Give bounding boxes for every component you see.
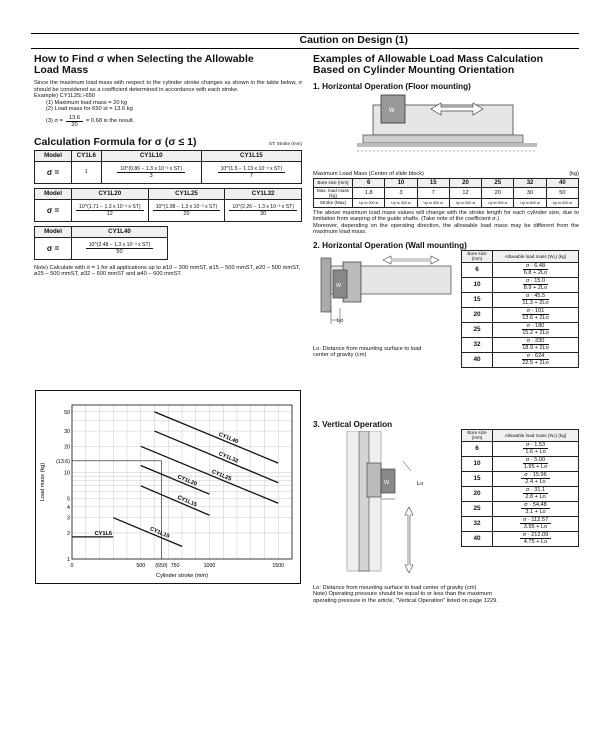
vert-row [462,531,579,546]
t1-c2-den: 3 [149,172,153,179]
chart-svg [36,391,300,583]
vert-formula-den: 3.95 + Lo [523,524,548,531]
stroke-6: Up to 300 st [353,198,385,207]
vert-formula-num: σ · 1.53 [523,442,548,449]
t3-c1-exp: 10^(2.48 − 1.3 x 10⁻³ x ST) [86,242,154,249]
stroke-25: Up to 500 st [482,198,514,207]
y-tick-label: 50 [64,409,70,416]
vert-row [462,486,579,501]
example-item-2: (2) Load mass for 650 st = 13.6 kg [46,106,133,112]
t1-h2: CY1L10 [101,150,201,161]
vert-formula-den: 1.95 + Lo [523,464,548,471]
vert-bore: 6 [462,441,493,456]
wall-bore: 20 [462,307,493,322]
load-mass-graph [35,390,301,584]
vert-formula-num: σ · 15.96 [521,472,549,479]
stroke-32: Up to 600 st [514,198,546,207]
example-fraction-den: 20 [71,122,78,128]
t2-c1-exp: 10^(1.71 − 1.3 x 10⁻³ x ST) [76,204,144,211]
wall-formula [493,307,579,322]
mass-10: 3 [385,187,417,198]
svg-text:W: W [384,479,390,486]
max-unit: (kg) [569,171,579,177]
sec3-heading: 3. Vertical Operation [313,419,393,429]
wall-formula-num: σ · 45.5 [522,293,548,300]
t2-c2-den: 20 [183,210,190,217]
t3-h0: Model [35,226,72,237]
series-label-cy1l20: CY1L20 [176,474,198,488]
t2-label: σ = [35,199,72,221]
t1-h1: CY1L6 [72,150,102,161]
wall-formula-num: σ · 624 [522,353,549,360]
wall-formula [493,322,579,337]
sigma-table-1 [34,150,302,184]
mass-40: 50 [546,187,578,198]
y-tick-label: 1 [67,557,70,563]
sigma-table-2 [34,188,302,222]
wall-formula [493,292,579,307]
sec2-heading: 2. Horizontal Operation (Wall mounting) [313,240,467,250]
right-column [313,54,579,604]
vert-row [462,501,579,516]
wall-row [462,277,579,292]
vert-row [462,516,579,531]
lo-label-vertical: Lo [417,480,424,487]
wall-formula-den: 22.5 + 2Lo [522,360,549,367]
series-label-cy1l15: CY1L15 [176,494,198,509]
wall-mount-section [313,250,579,420]
wall-bore: 25 [462,322,493,337]
t2-c1-den: 12 [106,210,113,217]
calc-heading: Calculation Formula for σ (σ ≤ 1) [34,135,197,148]
wall-formula [493,262,579,277]
t2-h2: CY1L25 [148,188,225,199]
mass-15: 7 [417,187,449,198]
vertical-section [313,429,579,585]
mass-32: 30 [514,187,546,198]
bore-25: 25 [482,178,514,187]
x-tick-label: 1000 [203,563,216,569]
bore-32: 32 [514,178,546,187]
wall-bore: 32 [462,337,493,352]
vert-formula [493,456,579,471]
t2-mass-head: Allowable load mass (W₂) (kg) [493,250,579,262]
vert-bore: 10 [462,456,493,471]
lo-label: Lo [337,317,344,324]
y-tick-label: 20 [64,444,70,451]
t3-h1: CY1L40 [72,226,168,237]
wall-bore: 6 [462,262,493,277]
y-tick-label: 2 [67,530,70,537]
vert-formula-den: 4.75 + Lo [523,539,548,546]
t3-c1 [72,237,168,259]
t2-c1 [72,199,149,221]
header-bar [31,33,579,49]
vert-formula-den: 2.8 + Lo [525,494,546,501]
y-tick-label: 3 [67,515,70,522]
vertical-diagram [333,431,443,581]
wall-mount-diagram [313,252,453,332]
bore-15: 15 [417,178,449,187]
floor-mount-diagram [313,93,579,171]
sec1-heading: 1. Horizontal Operation (Floor mounting) [313,82,471,91]
y-tick-label: 10 [64,470,70,477]
example-fraction-num: 13.6 [66,115,83,123]
example-result-suffix: = 0.68 is the result. [86,118,135,125]
wall-mount-table [461,250,579,368]
series-label-cy1l40: CY1L40 [217,431,239,446]
x-tick-label: (650) [155,563,168,569]
series-label-cy1l6: CY1L6 [94,530,113,537]
vert-formula-den: 2.4 + Lo [525,479,546,486]
para1: The above maximum load mass values will change with the stroke length for each cylinder size, due to limitation from warping of the guide shafts. (Take note of the coefficient σ.) [313,209,579,223]
t2-bore-head: Bore size (mm) [462,250,493,262]
wall-formula-den: 13.6 + 2Lo [522,315,549,322]
mass-20: 12 [449,187,481,198]
wall-formula-num: σ · 6.48 [523,263,548,270]
wall-formula [493,277,579,292]
left-heading: How to Find σ when Selecting the Allowable Load Mass [34,53,254,76]
t1-label: σ = [35,161,72,183]
t1-c2 [101,161,201,183]
wall-formula-den: 8.9 + 2Lo [523,285,548,292]
t1-c3-exp: 10^(1.5 − 1.13 x 10⁻³ x ST) [218,166,286,173]
vert-row [462,456,579,471]
t2-c2 [148,199,225,221]
t1-h0: Model [35,150,72,161]
series-label-cy1l32: CY1L32 [217,451,239,465]
series-label-cy1l25: CY1L25 [210,469,232,483]
t1-c3-den: 7 [249,172,253,179]
wall-mount-rows [462,262,579,367]
stroke-10: Up to 300 st [385,198,417,207]
series-line-cy1l40 [155,412,279,463]
bore-40: 40 [546,178,578,187]
wall-formula-den: 15.2 + 2Lo [522,330,549,337]
vert-formula [493,516,579,531]
wall-row [462,307,579,322]
max-load-table [313,178,579,208]
vert-bore: 40 [462,531,493,546]
wall-formula-num: σ · 101 [522,308,549,315]
vert-formula-num: σ · 31.1 [523,487,548,494]
vert-formula-num: σ · 54.48 [521,502,549,509]
wall-row [462,262,579,277]
example-fraction [66,115,83,129]
t3-c1-den: 50 [116,248,123,255]
vert-bore: 15 [462,471,493,486]
x-tick-label: 1500 [272,563,285,569]
vert-formula [493,441,579,456]
t3-label: σ = [35,237,72,259]
vert-formula-den: 1.6 + Lo [525,449,546,456]
left-note: Note) Calculate with σ = 1 for all applications up to ø10 – 300 mmST, ø15 – 500 mmST, ø20 – 500 mmST, ø25 – 500 mmST, ø32 – 600 mmST and ø40 – 600 mmST. [34,264,301,277]
wall-row [462,352,579,367]
wall-formula [493,337,579,352]
foot2: Note) Operating pressure should be equal to or less than the maximum operating pressure in the article, "Vertical Operation" listed on page 1229. [313,591,498,604]
example-result [34,115,302,129]
wall-formula-num: σ · 180 [522,323,549,330]
t1-c3 [201,161,301,183]
stroke-label: Stroke (Max) [314,198,353,207]
y-tick-label: 4 [67,504,70,511]
stroke-40: Up to 600 st [546,198,578,207]
t2-h1: CY1L20 [72,188,149,199]
t2-c3-exp: 10^(2.26 − 1.3 x 10⁻³ x ST) [229,204,297,211]
x-axis-label: Cylinder stroke (mm) [156,573,208,579]
wall-formula-den: 11.3 + 2Lo [522,300,549,307]
vert-formula-num: σ · 112.57 [520,517,551,524]
mass-label: Max. load mass (kg) [314,187,353,198]
vertical-rows [462,441,579,546]
vert-formula [493,486,579,501]
wall-formula-num: σ · 15.0 [523,278,548,285]
bore-20: 20 [449,178,481,187]
calc-note: ST: Stroke (mm) [268,140,302,146]
bore-10: 10 [385,178,417,187]
vert-formula-den: 3.1 + Lo [525,509,546,516]
wall-row [462,337,579,352]
wall-row [462,322,579,337]
x-tick-label: 0 [70,563,74,569]
series-label-cy1l10: CY1L10 [148,526,171,540]
series-line-cy1l10 [113,518,182,547]
vert-row [462,441,579,456]
left-column [34,54,302,278]
vert-formula-num: σ · 5.00 [523,457,548,464]
t1-c1: 1 [72,161,102,183]
y-tick-label: (13.6) [56,458,70,465]
vert-formula-num: σ · 212.09 [520,532,552,539]
right-heading: Examples of Allowable Load Mass Calculation Based on Cylinder Mounting Orientation [313,53,544,76]
bore-6: 6 [353,178,385,187]
wall-bore: 40 [462,352,493,367]
t3-mass-head: Allowable load mass (W₃) (kg) [493,429,579,441]
x-tick-label: 500 [136,563,146,569]
t2-c3 [225,199,302,221]
sigma-table-3 [34,226,168,260]
t2-h0: Model [35,188,72,199]
calc-heading-row [34,137,302,148]
max-caption: Maximum Load Mass (Center of slide block) [313,171,424,177]
wall-formula-den: 6.8 + 2Lo [523,270,548,277]
intro-text: Since the maximum load mass with respect to the cylinder stroke changes as shown in the table below, σ should be considered as a coefficient determined in accordance with each stroke. [34,80,302,93]
svg-text:W: W [389,108,395,114]
vert-row [462,471,579,486]
page-title: Caution on Design (1) [299,34,408,46]
example-item-1: (1) Maximum load mass = 20 kg [46,99,128,106]
wall-bore: 10 [462,277,493,292]
y-axis-label: Load mass (kg) [40,462,46,502]
wall-formula-den: 18.9 + 2Lo [522,345,549,352]
t2-h3: CY1L32 [225,188,302,199]
vert-formula [493,501,579,516]
t2-c3-den: 30 [260,210,267,217]
mass-6: 1.8 [353,187,385,198]
wall-formula [493,352,579,367]
bore-label: Bore size (mm) [314,178,353,187]
svg-text:W: W [336,282,342,289]
wall-formula-num: σ · 330 [522,338,549,345]
x-tick-label: 750 [170,563,180,569]
foot1: Lo: Distance from mounting surface to load center of gravity (cm) [313,584,477,591]
vert-formula [493,471,579,486]
vert-bore: 20 [462,486,493,501]
stroke-15: Up to 500 st [417,198,449,207]
lo-desc: Lo: Distance from mounting surface to load center of gravity (cm) [313,345,422,359]
mass-25: 20 [482,187,514,198]
t3-bore-head: Bore size (mm) [462,429,493,441]
example-result-prefix: (3) σ = [46,118,63,125]
vert-bore: 25 [462,501,493,516]
y-tick-label: 30 [64,429,70,436]
t1-c2-exp: 10^(0.86 − 1.3 x 10⁻³ x ST) [117,166,185,173]
vert-bore: 32 [462,516,493,531]
vert-formula [493,531,579,546]
y-tick-label: 5 [67,496,70,503]
example-label: Example) CY1L25□-650 [34,93,95,99]
t2-c2-exp: 10^(1.98 − 1.3 x 10⁻³ x ST) [153,204,221,211]
stroke-20: Up to 500 st [449,198,481,207]
t1-h3: CY1L15 [201,150,301,161]
para2: Moreover, depending on the operating direction, the allowable load mass may be different from the maximum load mass. [313,222,579,236]
wall-row [462,292,579,307]
wall-bore: 15 [462,292,493,307]
vertical-table [461,429,579,547]
